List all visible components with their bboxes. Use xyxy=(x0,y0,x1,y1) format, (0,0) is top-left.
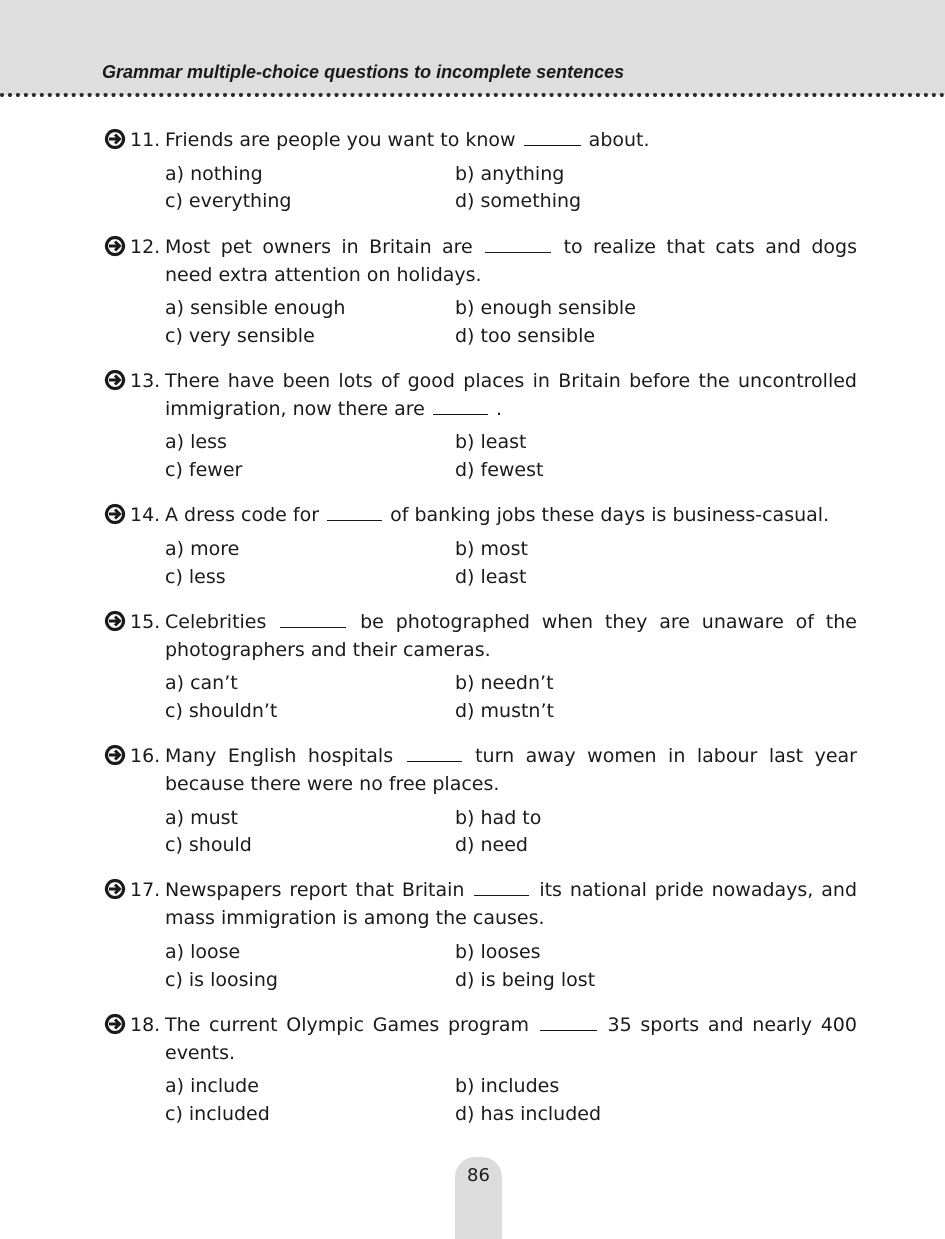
arrow-icon xyxy=(103,877,127,901)
arrow-icon xyxy=(103,502,127,526)
arrow-icon xyxy=(103,743,127,767)
question-text-after: of banking jobs these days is business-casual. xyxy=(390,504,830,526)
option-c: c) shouldn’t xyxy=(165,700,278,722)
page-number: 86 xyxy=(467,1165,490,1186)
question-text-before: Most pet owners in Britain are xyxy=(165,236,473,258)
option-b: b) includes xyxy=(455,1075,560,1097)
question-text-before: A dress code for xyxy=(165,504,320,526)
option-b: b) looses xyxy=(455,941,541,963)
option-c: c) should xyxy=(165,834,252,856)
answer-blank xyxy=(407,744,462,762)
option-a: a) must xyxy=(165,807,238,829)
option-c: c) everything xyxy=(165,190,292,212)
question-text-after: . xyxy=(495,398,502,420)
question-number: 15. xyxy=(130,611,161,633)
option-c: c) is loosing xyxy=(165,969,278,991)
question-number: 18. xyxy=(130,1014,161,1036)
option-b: b) had to xyxy=(455,807,542,829)
answer-blank xyxy=(485,235,551,253)
question-text xyxy=(165,608,857,664)
option-c: c) less xyxy=(165,566,226,588)
question-text-after: turn away women in labour last year because there were no free places. xyxy=(165,745,857,795)
header-dotted-rule xyxy=(0,93,945,97)
option-c: c) included xyxy=(165,1103,270,1125)
question-text-after: to realize that cats and dogs need extra attention on holidays. xyxy=(165,236,857,286)
answer-blank xyxy=(327,503,382,521)
option-d: d) has included xyxy=(455,1103,602,1125)
question-number: 17. xyxy=(130,879,161,901)
answer-blank xyxy=(524,128,581,146)
option-d: d) fewest xyxy=(455,459,544,481)
arrow-icon xyxy=(103,368,127,392)
option-c: c) very sensible xyxy=(165,325,315,347)
arrow-icon xyxy=(103,234,127,258)
answer-blank xyxy=(540,1013,597,1031)
question-text xyxy=(165,1011,857,1067)
arrow-icon xyxy=(103,609,127,633)
question-text xyxy=(165,367,857,423)
arrow-icon xyxy=(103,127,127,151)
question-text xyxy=(165,233,857,289)
question-text-before: Newspapers report that Britain xyxy=(165,879,465,901)
question-text-before: Celebrities xyxy=(165,611,267,633)
option-d: d) is being lost xyxy=(455,969,596,991)
option-d: d) mustn’t xyxy=(455,700,554,722)
option-a: a) loose xyxy=(165,941,241,963)
option-b: b) most xyxy=(455,538,528,560)
option-d: d) least xyxy=(455,566,527,588)
question-text-before: There have been lots of good places in Britain before the uncontrolled immigration, now there are xyxy=(165,370,857,420)
option-d: d) too sensible xyxy=(455,325,596,347)
option-a: a) can’t xyxy=(165,672,238,694)
question-text xyxy=(165,742,857,798)
option-b: b) least xyxy=(455,431,527,453)
option-a: a) sensible enough xyxy=(165,297,346,319)
question-number: 14. xyxy=(130,504,161,526)
question-text xyxy=(165,501,857,529)
question-text-after: 35 sports and nearly 400 events. xyxy=(165,1014,857,1064)
option-a: a) nothing xyxy=(165,163,263,185)
question-text xyxy=(165,126,857,154)
question-text xyxy=(165,876,857,932)
page-header-title: Grammar multiple-choice questions to incomplete sentences xyxy=(102,62,625,82)
option-c: c) fewer xyxy=(165,459,243,481)
question-text-after: be photographed when they are unaware of the photographers and their cameras. xyxy=(165,611,857,661)
option-a: a) less xyxy=(165,431,227,453)
answer-blank xyxy=(474,878,529,896)
option-d: d) something xyxy=(455,190,582,212)
page-number-tab xyxy=(455,1157,502,1239)
option-d: d) need xyxy=(455,834,528,856)
question-text-before: The current Olympic Games program xyxy=(165,1014,530,1036)
question-text-before: Friends are people you want to know xyxy=(165,129,516,151)
arrow-icon xyxy=(103,1012,127,1036)
question-number: 11. xyxy=(130,129,161,151)
question-text-after: about. xyxy=(588,129,650,151)
answer-blank xyxy=(280,610,346,628)
question-number: 16. xyxy=(130,745,161,767)
option-a: a) include xyxy=(165,1075,259,1097)
question-text-before: Many English hospitals xyxy=(165,745,394,767)
question-text-after: its national pride nowadays, and mass immigration is among the causes. xyxy=(165,879,858,929)
option-b: b) anything xyxy=(455,163,565,185)
question-number: 13. xyxy=(130,370,161,392)
option-a: a) more xyxy=(165,538,240,560)
answer-blank xyxy=(433,397,488,415)
option-b: b) enough sensible xyxy=(455,297,636,319)
question-number: 12. xyxy=(130,236,161,258)
option-b: b) needn’t xyxy=(455,672,554,694)
